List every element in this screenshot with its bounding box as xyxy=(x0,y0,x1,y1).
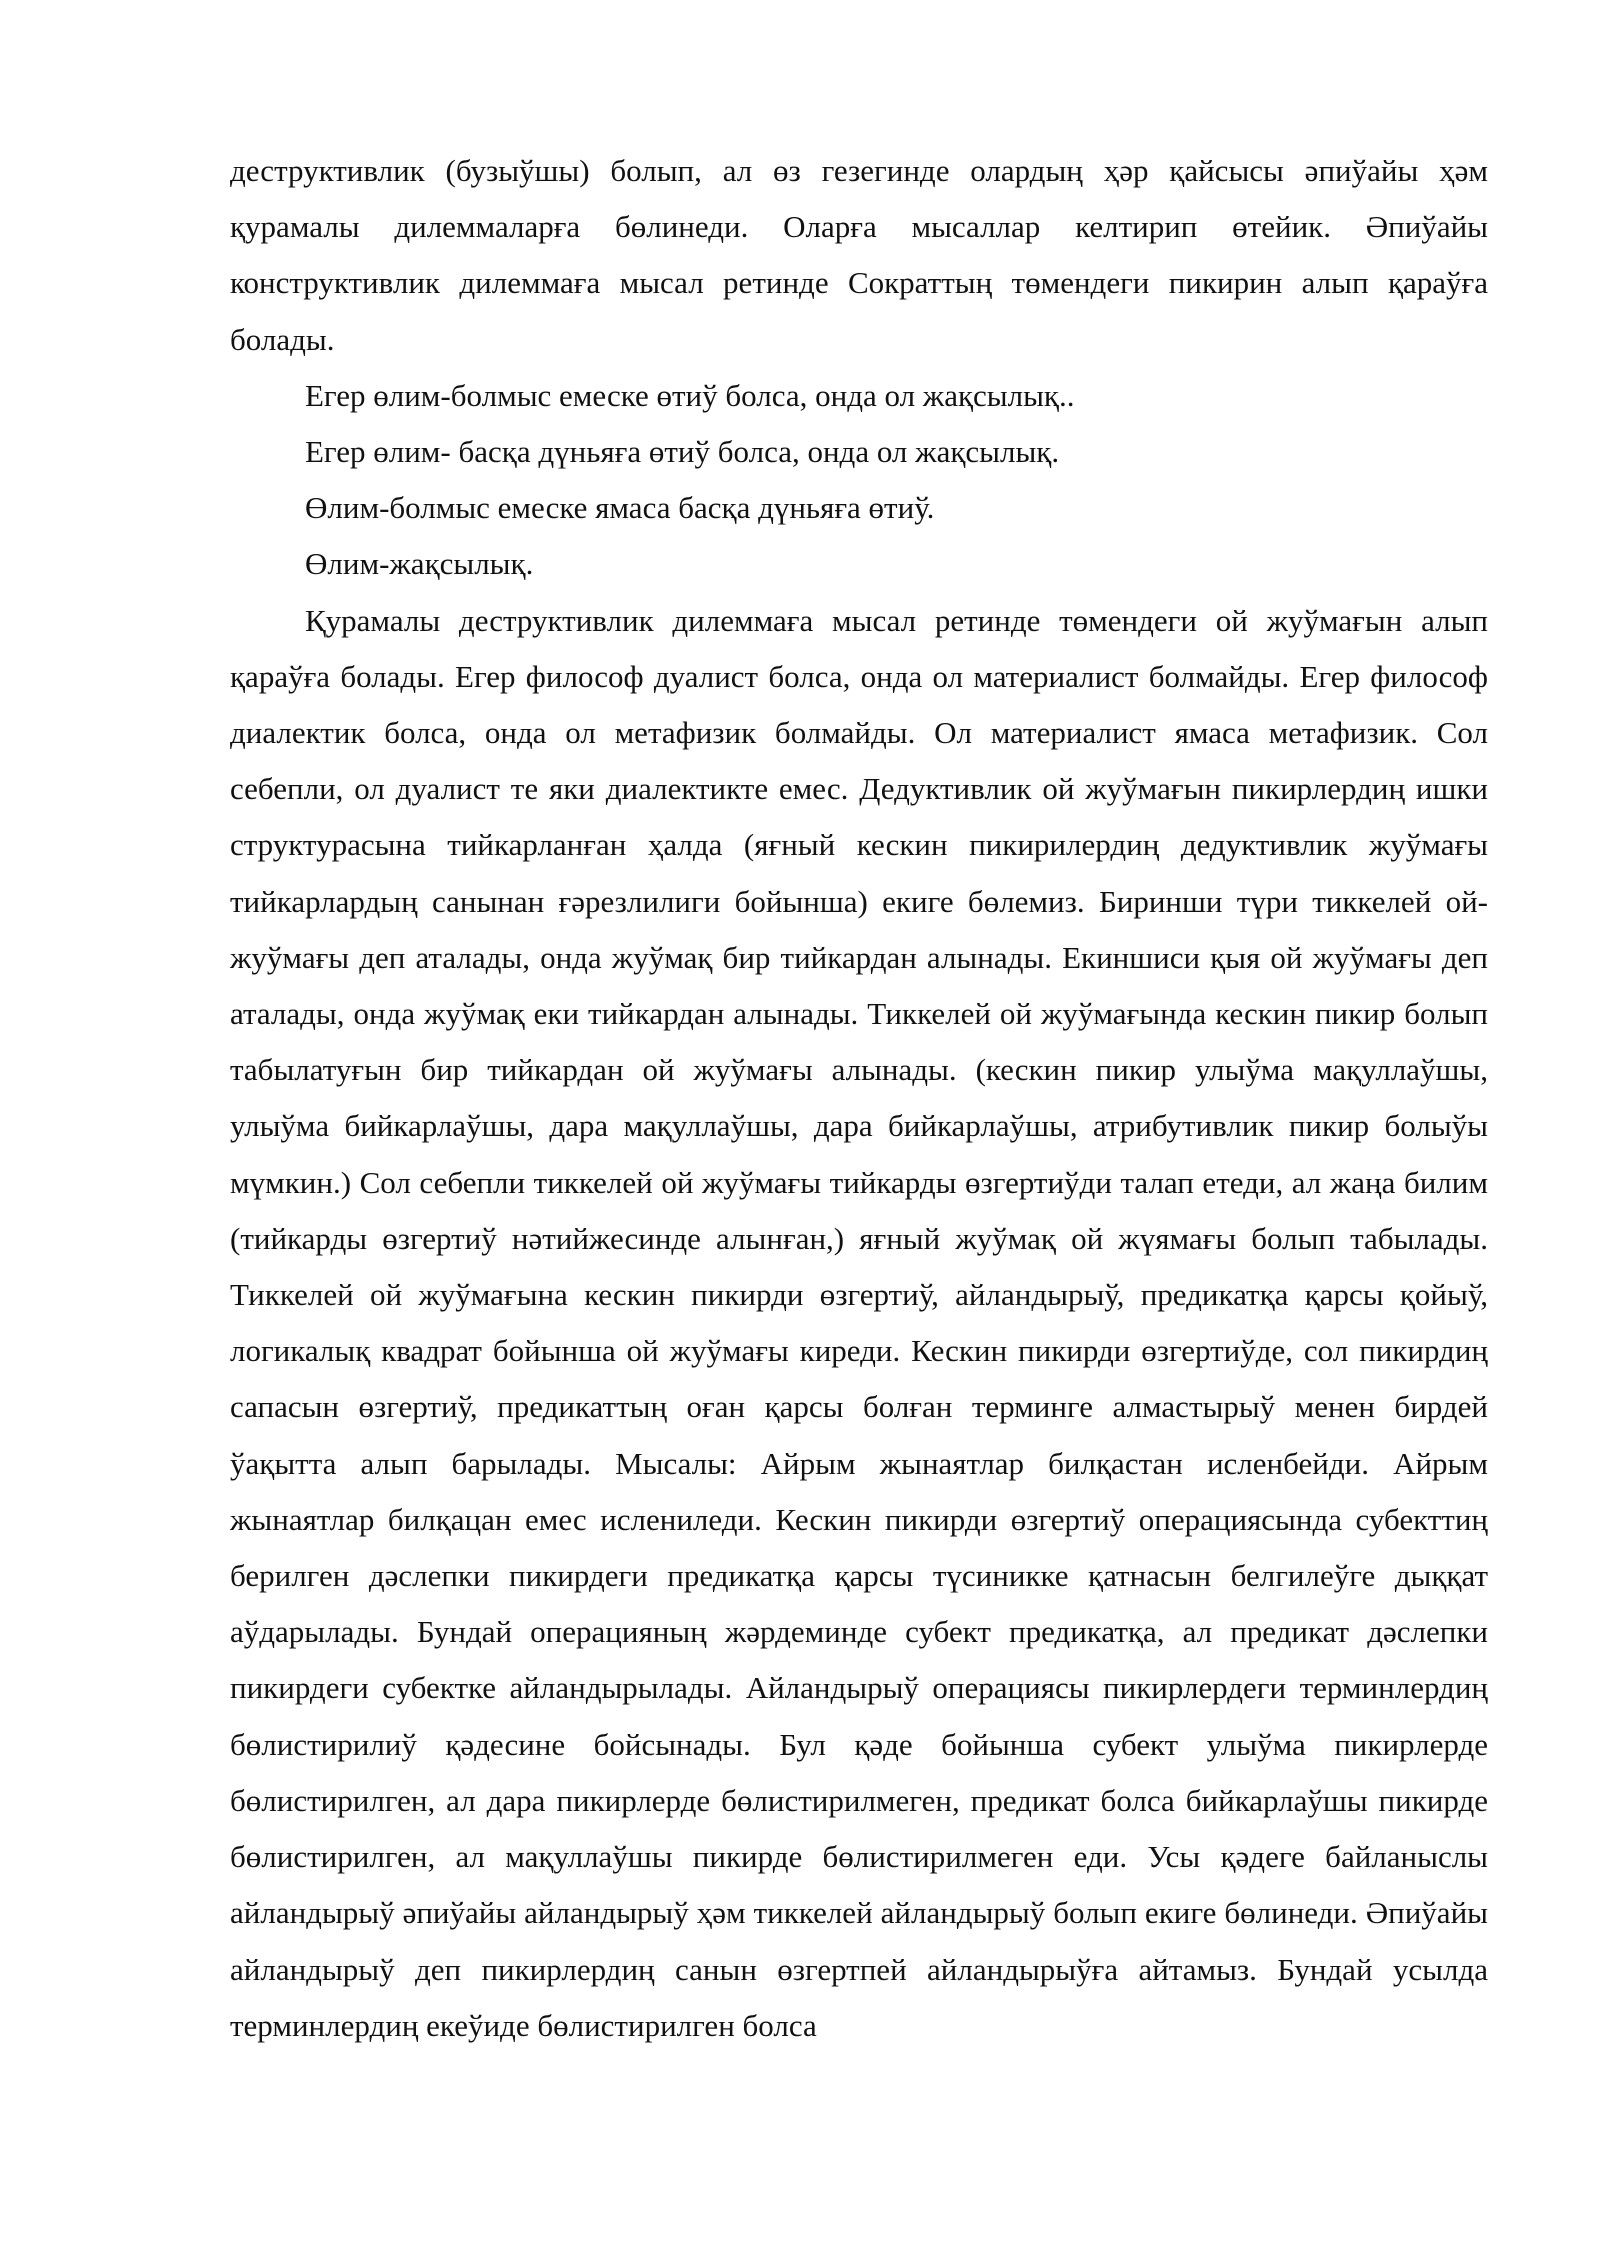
syllogism-premise-2: Егер өлим- басқа дүньяға өтиў болса, онда ол жақсылық. xyxy=(305,434,1060,470)
syllogism-premise-3: Өлим-болмыс емеске ямаса басқа дүньяға өтиў. xyxy=(305,490,935,526)
paragraph-dilemma-intro: деструктивлик (бузыўшы) болып, ал өз гезегинде олардың ҳәр қайсысы әпиўайы ҳәм қурамалы дилеммаларға бөлинеди. Оларға мысаллар келтирип өтейик. Әпиўайы конструктивлик дилеммаға мысал ретинде Сократтың төмендеги пикирин алып қараўға болады. xyxy=(230,153,1488,357)
syllogism-premise-1: Егер өлим-болмыс емеске өтиў болса, онда ол жақсылық.. xyxy=(305,377,1075,413)
paragraph-destructive-dilemma: Қурамалы деструктивлик дилеммаға мысал ретинде төмендеги ой жуўмағын алып қараўға болады. Егер философ дуалист болса, онда ол материалист болмайды. Егер философ диалектик болса, онда ол метафизик болмайды. Ол материалист ямаса метафизик. Сол себепли, ол дуалист те яки диалектикте емес. Дедуктивлик ой жуўмағын пикирлердиң ишки структурасына тийкарланған ҳалда (яғный кескин пикирилердиң дедуктивлик жуўмағы тийкарлардың санынан ғәрезлилиги бойынша) екиге бөлемиз. Биринши түри тиккелей ой-жуўмағы деп аталады, онда жуўмақ бир тийкардан алынады. Екиншиси қыя ой жуўмағы деп аталады, онда жуўмақ еки тийкардан алынады. Тиккелей ой жуўмағында кескин пикир болып табылатуғын бир тийкардан ой жуўмағы алынады. (кескин пикир улыўма мақуллаўшы, улыўма бийкарлаўшы, дара мақуллаўшы, дара бийкарлаўшы, атрибутивлик пикир болыўы мүмкин.) Сол себепли тиккелей ой жуўмағы тийкарды өзгертиўди талап етеди, ал жаңа билим (тийкарды өзгертиў нәтийжесинде алынған,) яғный жуўмақ ой жүямағы болып табылады. Тиккелей ой жуўмағына кескин пикирди өзгертиў, айландырыў, предикатқа қарсы қойыў, логикалық квадрат бойынша ой жуўмағы киреди. Кескин пикирди өзгертиўде, сол пикирдиң сапасын өзгертиў, предикаттың оған қарсы болған терминге алмастырыў менен бирдей ўақытта алып барылады. Мысалы: Айрым жынаятлар билқастан исленбейди. Айрым жынаятлар билқацан емес ислениледи. Кескин пикирди өзгертиў операциясында субекттиң берилген дәслепки пикирдеги предикатқа қарсы түсиникке қатнасын белгилеўге дыққат аўдарылады. Бундай операцияның жәрдеминде субект предикатқа, ал предикат дәслепки пикирдеги субектке айландырылады. Айландырыў операциясы пикирлердеги терминлердиң бөлистирилиў қәдесине бойсынады. Бул қәде бойынша субект улыўма пикирлерде бөлистирилген, ал дара пикирлерде бөлистирилмеген, предикат болса бийкарлаўшы пикирде бөлистирилген, ал мақуллаўшы пикирде бөлистирилмеген еди. Усы қәдеге байланыслы айландырыў әпиўайы айландырыў ҳәм тиккелей айландырыў болып екиге бөлинеди. Әпиўайы айландырыў деп пикирлердиң санын өзгертпей айландырыўға айтамыз. Бундай усылда терминлердиң екеўиде бөлистирилген болса xyxy=(230,602,1488,2043)
document-page xyxy=(230,143,1488,2054)
syllogism-conclusion: Өлим-жақсылық. xyxy=(305,546,534,582)
